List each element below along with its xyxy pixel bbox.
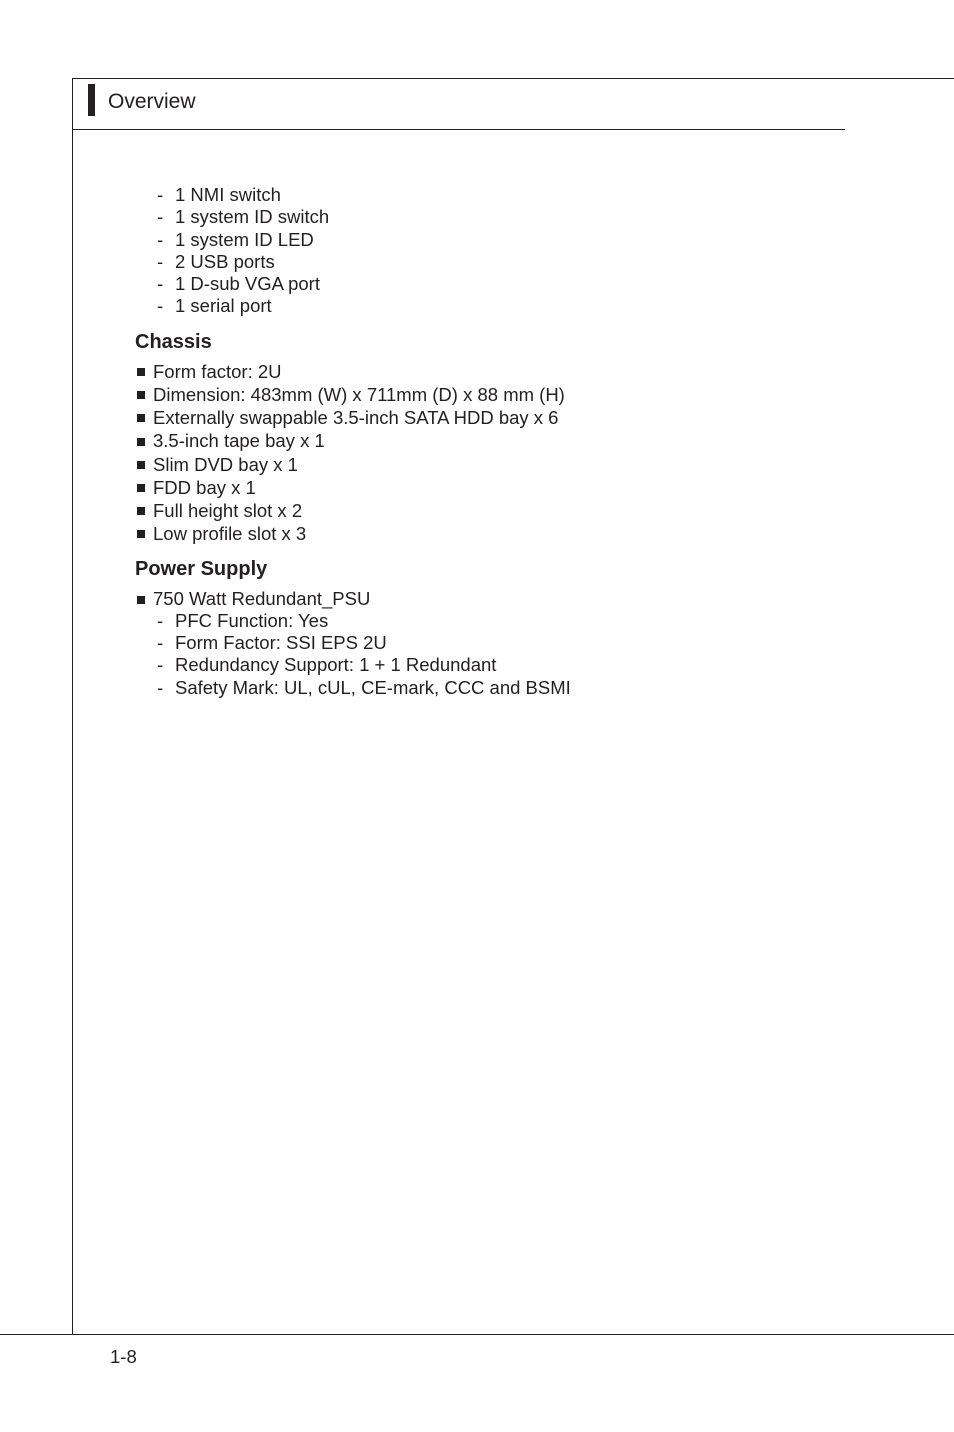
bullet-square-icon [137, 507, 145, 515]
page-frame-top [72, 78, 954, 79]
list-item: - 2 USB ports [157, 251, 835, 273]
page-header-title: Overview [108, 90, 196, 113]
list-item: - Safety Mark: UL, cUL, CE-mark, CCC and BSMI [157, 677, 835, 699]
power-supply-sub-list [135, 610, 835, 699]
header-accent-bar [88, 84, 95, 116]
list-item: Full height slot x 2 [135, 499, 835, 522]
bullet-square-icon [137, 368, 145, 376]
list-item: Dimension: 483mm (W) x 711mm (D) x 88 mm (H) [135, 383, 835, 406]
list-item: - Form Factor: SSI EPS 2U [157, 632, 835, 654]
bullet-square-icon [137, 596, 145, 604]
bullet-square-icon [137, 530, 145, 538]
page-frame-left [72, 78, 73, 1335]
list-item: FDD bay x 1 [135, 476, 835, 499]
list-item: 3.5-inch tape bay x 1 [135, 429, 835, 452]
bullet-square-icon [137, 461, 145, 469]
list-item: Slim DVD bay x 1 [135, 453, 835, 476]
list-item: Form factor: 2U [135, 360, 835, 383]
bullet-square-icon [137, 484, 145, 492]
list-item: - 1 serial port [157, 295, 835, 317]
spec-content [135, 184, 835, 699]
bullet-square-icon [137, 391, 145, 399]
power-supply-list [135, 587, 835, 610]
bullet-square-icon [137, 414, 145, 422]
list-item: 750 Watt Redundant_PSU [135, 587, 835, 610]
list-item: - 1 D-sub VGA port [157, 273, 835, 295]
header-rule [72, 129, 845, 130]
list-item: - 1 system ID LED [157, 229, 835, 251]
list-item: - Redundancy Support: 1 + 1 Redundant [157, 654, 835, 676]
chassis-list [135, 360, 835, 546]
page-number: 1-8 [110, 1346, 137, 1367]
list-item: Externally swappable 3.5-inch SATA HDD bay x 6 [135, 406, 835, 429]
power-supply-heading: Power Supply [135, 558, 268, 581]
chassis-heading: Chassis [135, 330, 212, 353]
list-item: - 1 NMI switch [157, 184, 835, 206]
list-item: - 1 system ID switch [157, 206, 835, 228]
page-frame-bottom [0, 1334, 954, 1335]
list-item: Low profile slot x 3 [135, 522, 835, 545]
list-item: - PFC Function: Yes [157, 610, 835, 632]
bullet-square-icon [137, 438, 145, 446]
intro-list [135, 184, 835, 318]
